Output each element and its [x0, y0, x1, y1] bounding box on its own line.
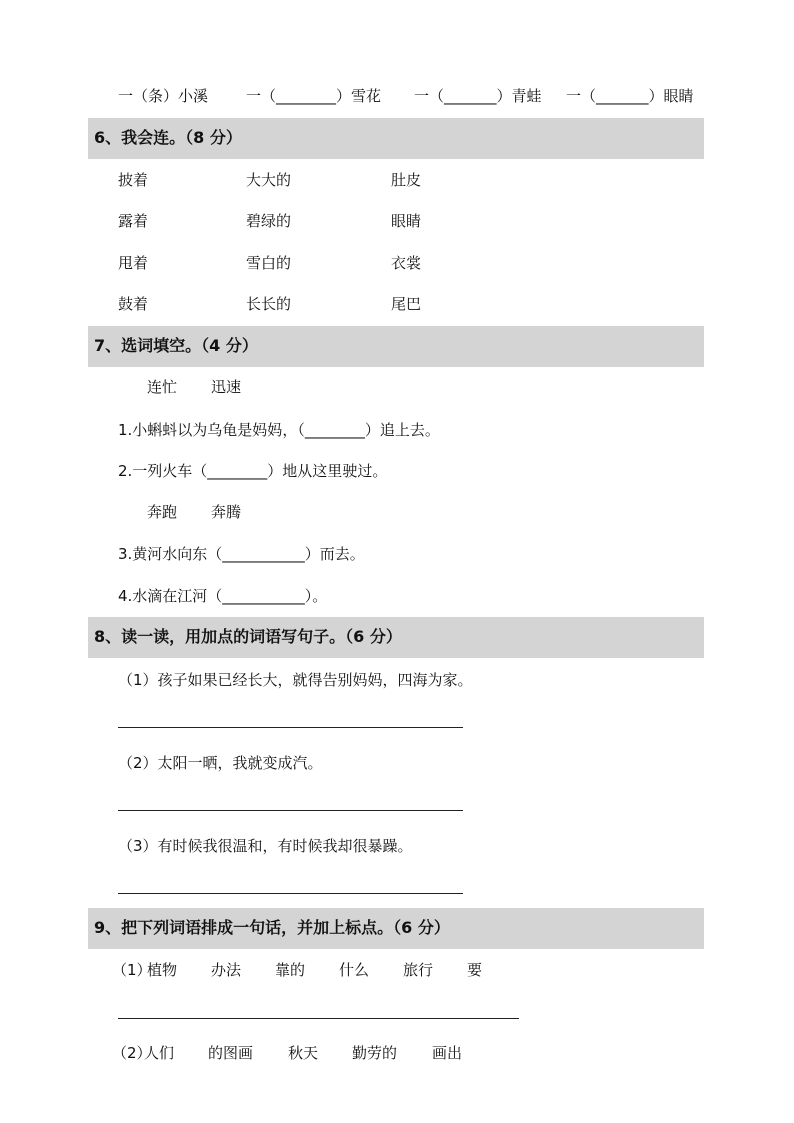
answer-line-4[interactable] [118, 1018, 519, 1019]
reorder-word[interactable]: 人们 [144, 1044, 175, 1062]
reorder-word[interactable]: 要 [467, 961, 483, 979]
reorder-word[interactable]: 的图画 [208, 1044, 254, 1062]
fill-item-3[interactable]: 3.黄河水向东（___________）而去。 [118, 545, 365, 563]
sentence-prompt-2: （2）太阳一晒，我就变成汽。 [118, 754, 323, 772]
word-choice-b-2: 奔腾 [211, 503, 242, 521]
match-adj-2[interactable]: 碧绿的 [246, 212, 292, 230]
measure-word-2[interactable]: 一（________）雪花 [246, 87, 382, 105]
measure-word-3[interactable]: 一（_______）青蛙 [414, 87, 542, 105]
match-verb-4[interactable]: 鼓着 [118, 295, 149, 313]
word-choice-a-1: 连忙 [147, 378, 178, 396]
sentence-prompt-3: （3）有时候我很温和，有时候我却很暴躁。 [118, 837, 413, 855]
section-8-header [88, 617, 704, 658]
match-adj-1[interactable]: 大大的 [246, 171, 292, 189]
measure-word-4[interactable]: 一（_______）眼睛 [566, 87, 694, 105]
match-verb-3[interactable]: 甩着 [118, 254, 149, 272]
section-9-header [88, 908, 704, 949]
section-9-title: 9、把下列词语排成一句话，并加上标点。（6 分） [94, 918, 450, 937]
reorder-num-2: （2） [112, 1044, 152, 1062]
match-verb-1[interactable]: 披着 [118, 171, 149, 189]
fill-item-2[interactable]: 2.一列火车（________）地从这里驶过。 [118, 462, 388, 480]
section-7-title: 7、选词填空。（4 分） [94, 336, 258, 355]
word-choice-a-2: 迅速 [211, 378, 242, 396]
reorder-word[interactable]: 植物 [147, 961, 178, 979]
reorder-word[interactable]: 靠的 [275, 961, 306, 979]
section-6-title: 6、我会连。（8 分） [94, 128, 242, 147]
fill-item-4[interactable]: 4.水滴在江河（___________）。 [118, 587, 328, 605]
match-noun-1[interactable]: 肚皮 [391, 171, 422, 189]
match-adj-4[interactable]: 长长的 [246, 295, 292, 313]
reorder-word[interactable]: 什么 [339, 961, 370, 979]
match-adj-3[interactable]: 雪白的 [246, 254, 292, 272]
sentence-prompt-1: （1）孩子如果已经长大，就得告别妈妈，四海为家。 [118, 671, 473, 689]
match-noun-2[interactable]: 眼睛 [391, 212, 422, 230]
reorder-word[interactable]: 勤劳的 [352, 1044, 398, 1062]
reorder-word[interactable]: 秋天 [288, 1044, 319, 1062]
section-7-header [88, 326, 704, 367]
match-noun-3[interactable]: 衣裳 [391, 254, 422, 272]
measure-word-1: 一（条）小溪 [118, 87, 209, 105]
match-verb-2[interactable]: 露着 [118, 212, 149, 230]
reorder-word[interactable]: 画出 [432, 1044, 463, 1062]
answer-line-2[interactable] [118, 810, 463, 811]
answer-line-1[interactable] [118, 727, 463, 728]
answer-line-3[interactable] [118, 893, 463, 894]
match-noun-4[interactable]: 尾巴 [391, 295, 422, 313]
section-6-header [88, 118, 704, 159]
section-8-title: 8、读一读，用加点的词语写句子。（6 分） [94, 627, 402, 646]
reorder-word[interactable]: 办法 [211, 961, 242, 979]
word-choice-b-1: 奔跑 [147, 503, 178, 521]
reorder-word[interactable]: 旅行 [403, 961, 434, 979]
reorder-num-1: （1） [112, 961, 152, 979]
fill-item-1[interactable]: 1.小蝌蚪以为乌龟是妈妈，（________）追上去。 [118, 421, 440, 439]
